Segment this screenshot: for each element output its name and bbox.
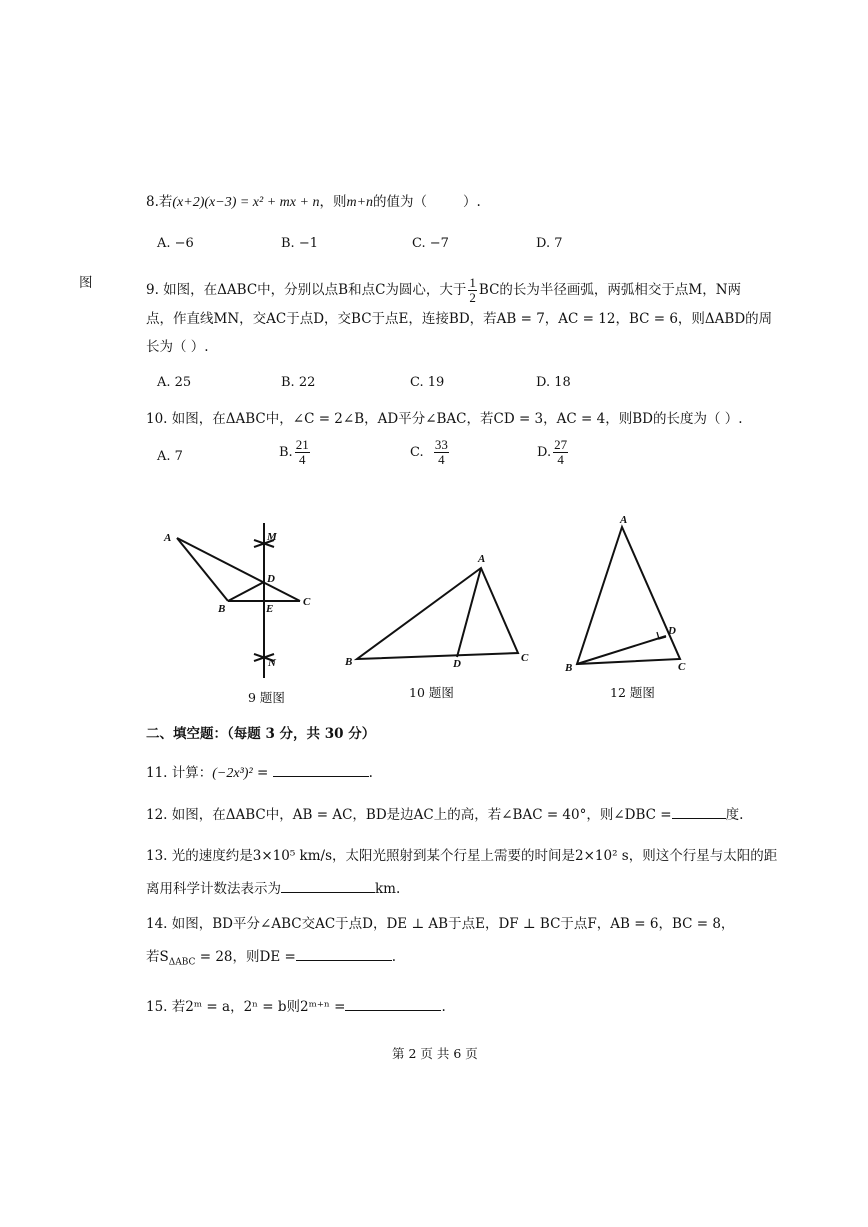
question-11 — [146, 762, 373, 784]
q8-option-d: D. 7 — [536, 236, 563, 251]
question-15 — [146, 996, 446, 1017]
q13-line2-end: km. — [375, 881, 401, 897]
q10-c-num: 33 — [434, 437, 448, 452]
figure-12 — [577, 527, 680, 664]
figure-10 — [357, 568, 518, 659]
q14-line-1: 14. 如图，BD平分∠ABC交AC于点D，DE ⊥ AB于点E，DF ⊥ BC于点F，AB = 6，BC = 8， — [146, 916, 735, 932]
fig10-label-b: B — [345, 656, 353, 668]
q12-text: 12. 如图，在ΔABC中，AB = AC，BD是边AC上的高，若∠BAC = 40°，则∠DBC = — [146, 807, 672, 823]
q14-line2-mid: = 28，则DE = — [195, 949, 296, 965]
q10-option-d-label: D. — [537, 445, 552, 460]
q14-answer-blank[interactable] — [296, 946, 392, 961]
q11-prefix: 11. 计算： — [146, 765, 213, 781]
q10-option-b-label: B. — [279, 445, 293, 460]
fig9-segment-bd — [228, 582, 264, 601]
fig9-label-n: N — [268, 657, 276, 669]
q14-line-2 — [146, 946, 396, 973]
q10-b-num: 21 — [295, 437, 309, 452]
q11-answer-blank[interactable] — [273, 762, 369, 777]
fig12-label-c: C — [678, 661, 686, 673]
q13-line-1: 13. 光的速度约是3×10⁵ km/s，太阳光照射到某个行星上需要的时间是2×10² s，则这个行星与太阳的距 — [146, 848, 778, 864]
q13-answer-blank[interactable] — [281, 878, 375, 893]
q10-line-1: 10. 如图，在ΔABC中，∠C = 2∠B，AD平分∠BAC，若CD = 3，AC = 4，则BD的长度为（ ）. — [146, 411, 743, 427]
q15-text: 15. 若2ᵐ = a，2ⁿ = b则2ᵐ⁺ⁿ = — [146, 999, 346, 1015]
fig9-caption: 9 题图 — [248, 690, 285, 705]
q14-line2-end: . — [391, 949, 397, 965]
fig9-segment-ab — [177, 538, 228, 601]
q10-c-den: 4 — [438, 452, 445, 467]
q9-option-a: A. 25 — [157, 375, 192, 390]
q10-option-c-label: C. — [410, 445, 424, 460]
q9-line-3: 长为（ ）. — [146, 339, 209, 355]
fig12-label-a: A — [620, 514, 628, 526]
q9-line1-text: 9. 如图，在ΔABC中，分别以点B和点C为圆心，大于 — [146, 282, 467, 298]
q9-option-d: D. 18 — [536, 375, 571, 390]
q8-close: ）. — [463, 194, 481, 210]
q8-number: 8. — [146, 194, 159, 210]
q9-frac-den: 2 — [469, 290, 476, 305]
fig9-label-e: E — [266, 603, 274, 615]
q8-mn: m+n — [346, 195, 374, 210]
q15-end: . — [441, 999, 446, 1015]
q10-option-a: A. 7 — [157, 449, 183, 464]
figure-9 — [177, 523, 300, 678]
fig9-label-a: A — [164, 532, 172, 544]
q8-if: 若 — [158, 194, 173, 210]
fig10-triangle-abc — [357, 568, 518, 659]
q10-d-den: 4 — [557, 452, 564, 467]
q14-line2-prefix: 若S — [146, 949, 169, 965]
q9-line-2: 点，作直线MN，交AC于点D，交BC于点E，连接BD，若AB = 7，AC = 12，BC = 6，则ΔABD的周 — [146, 311, 773, 327]
q11-end: . — [368, 765, 373, 781]
fig10-label-d: D — [453, 658, 461, 670]
fig12-label-b: B — [565, 662, 573, 674]
fig9-segment-ac — [177, 538, 300, 601]
q8-expression: (x+2)(x−3) = x² + mx + n — [172, 195, 320, 210]
q8-option-b: B. −1 — [281, 236, 318, 251]
q9-line1b-text: BC的长为半径画弧，两弧相交于点M，N两 — [478, 282, 742, 298]
q8-middle: ，则 — [319, 194, 347, 210]
q12-answer-blank[interactable] — [672, 804, 726, 819]
fig12-caption: 12 题图 — [610, 685, 655, 700]
q13-line-2 — [146, 878, 400, 899]
question-12 — [146, 804, 743, 825]
fig9-label-m: M — [267, 531, 277, 543]
section-2-title: 二、填空题：（每题 3 分，共 30 分） — [146, 726, 376, 742]
q10-d-num: 27 — [554, 437, 568, 452]
q8-ask: 的值为（ — [373, 194, 428, 210]
q9-option-b: B. 22 — [281, 375, 316, 390]
fig9-label-c: C — [303, 596, 311, 608]
q9-option-c: C. 19 — [410, 375, 445, 390]
fig9-label-d: D — [267, 573, 275, 585]
fig9-label-b: B — [218, 603, 226, 615]
q9-frac-num: 1 — [469, 275, 476, 290]
side-mark: 图 — [79, 275, 93, 291]
q14-area-subscript: ΔABC — [168, 957, 196, 968]
q11-expression: (−2x³)² — [212, 766, 253, 781]
fig10-label-a: A — [478, 553, 486, 565]
q12-end: 度. — [725, 807, 744, 823]
q8-option-c: C. −7 — [412, 236, 449, 251]
fig12-label-d: D — [668, 625, 676, 637]
q13-line2-prefix: 离用科学计数法表示为 — [146, 881, 281, 897]
fig10-segment-ad — [457, 568, 481, 657]
q11-eq: = — [252, 765, 273, 781]
q8-option-a: A. −6 — [157, 236, 194, 251]
fig12-triangle-abc — [577, 527, 680, 664]
fig10-label-c: C — [521, 652, 529, 664]
q10-b-den: 4 — [298, 452, 306, 467]
page-footer: 第 2 页 共 6 页 — [392, 1046, 478, 1061]
q15-answer-blank[interactable] — [345, 996, 441, 1011]
fig10-caption: 10 题图 — [409, 685, 454, 700]
